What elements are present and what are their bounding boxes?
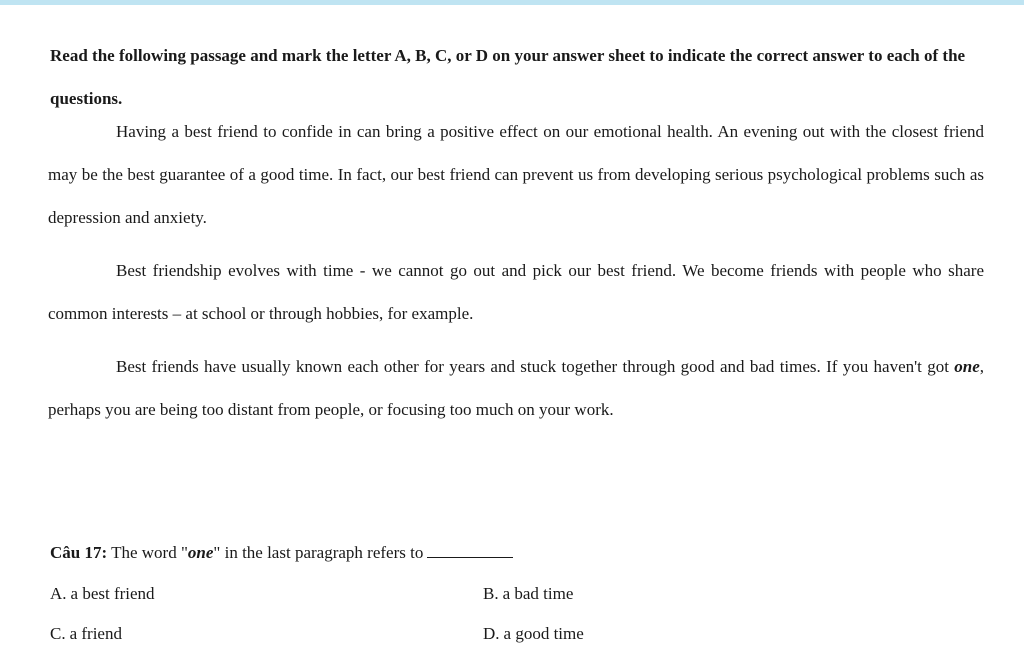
passage-paragraph-1 — [48, 110, 984, 239]
question-text-after: " in the last paragraph refers to — [213, 543, 424, 562]
question-keyword: one — [187, 543, 214, 562]
option-text: a bad time — [502, 584, 574, 603]
passage-paragraph-3 — [48, 345, 984, 431]
instruction-text: Read the following passage and mark the letter A, B, C, or D on your answer sheet to indicate the correct answer to each of the questions. — [50, 46, 966, 108]
option-letter: A. — [50, 584, 67, 603]
paragraph-text: Having a best friend to confide in can bring a positive effect on our emotional health. An evening out with the closest friend may be the best guarantee of a good time. In fact, our best friend can prevent us from developing serious psychological problems such as depression and anxiety. — [48, 122, 984, 227]
question-number: Câu 17: — [50, 543, 108, 562]
option-text: a best friend — [70, 584, 155, 603]
option-text: a friend — [69, 624, 122, 643]
question-17 — [50, 533, 950, 573]
paragraph-text-cont: , perhaps you are being too distant from people, or focusing too much on your work. — [48, 357, 984, 419]
option-letter: B. — [483, 584, 499, 603]
question-text-before: The word " — [107, 543, 188, 562]
passage-paragraph-2 — [48, 249, 984, 335]
emphasized-word: one — [954, 357, 980, 376]
paragraph-text: Best friendship evolves with time - we cannot go out and pick our best friend. We become friends with people who share common interests – at school or through hobbies, for example. — [48, 261, 984, 323]
answer-blank — [427, 543, 513, 558]
option-c[interactable] — [50, 614, 122, 654]
option-b[interactable] — [483, 574, 573, 614]
option-a[interactable] — [50, 574, 155, 614]
option-d[interactable] — [483, 614, 584, 654]
option-text: a good time — [503, 624, 584, 643]
option-letter: C. — [50, 624, 66, 643]
paragraph-text: Best friends have usually known each other for years and stuck together through good and bad times. If you haven't got — [116, 357, 955, 376]
option-letter: D. — [483, 624, 500, 643]
